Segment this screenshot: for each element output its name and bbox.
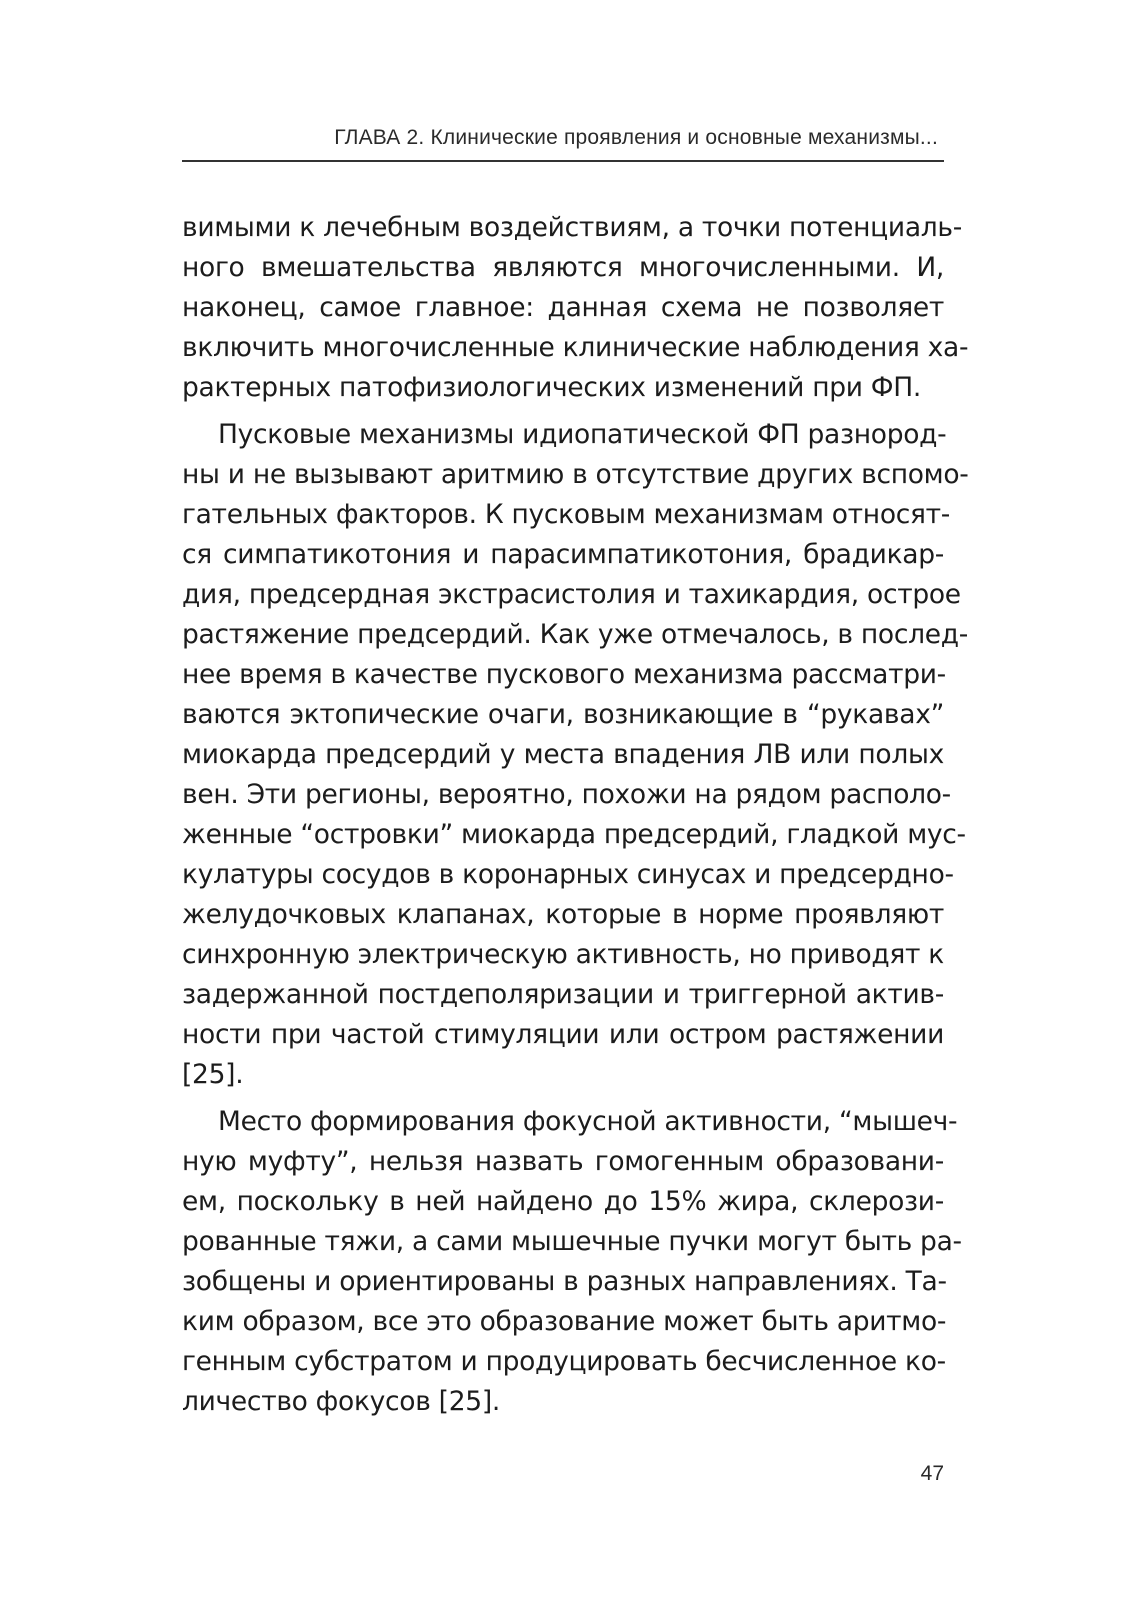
text-line: синхронную электрическую активность, но приводят к <box>182 939 944 970</box>
text-line: ваются эктопические очаги, возникающие в “рукавах” <box>182 699 944 730</box>
body-text <box>182 208 969 1422</box>
text-line: миокарда предсердий у места впадения ЛВ или полых <box>182 739 944 770</box>
running-head: ГЛАВА 2. Клинические проявления и основные механизмы... <box>334 126 938 149</box>
text-line: генным субстратом и продуцировать бесчисленное ко- <box>182 1346 946 1377</box>
text-line: нее время в качестве пускового механизма рассматри- <box>182 659 946 690</box>
text-line: ся симпатикотония и парасимпатикотония, брадикар- <box>182 539 944 570</box>
text-line: рованные тяжи, а сами мышечные пучки могут быть ра- <box>182 1226 962 1257</box>
text-line: [25]. <box>182 1059 244 1090</box>
text-line: растяжение предсердий. Как уже отмечалось, в послед- <box>182 619 969 650</box>
text-line: Место формирования фокусной активности, “мышеч- <box>218 1106 958 1137</box>
text-line: ную муфту”, нельзя назвать гомогенным образовани- <box>182 1146 944 1177</box>
paragraph-3 <box>182 1102 962 1422</box>
text-line: включить многочисленные клинические наблюдения ха- <box>182 332 969 363</box>
text-line: ности при частой стимуляции или остром растяжении <box>182 1019 944 1050</box>
text-line: женные “островки” миокарда предсердий, гладкой мус- <box>182 819 966 850</box>
text-line: Пусковые механизмы идиопатической ФП разнород- <box>218 419 947 450</box>
text-line: задержанной постдеполяризации и триггерной актив- <box>182 979 944 1010</box>
text-line: вимыми к лечебным воздействиям, а точки потенциаль- <box>182 212 962 243</box>
page-number: 47 <box>920 1462 944 1485</box>
text-line: зобщены и ориентированы в разных направлениях. Та- <box>182 1266 947 1297</box>
text-line: ного вмешательства являются многочисленными. И, <box>182 252 944 283</box>
text-line: ем, поскольку в ней найдено до 15% жира, склерози- <box>182 1186 944 1217</box>
text-line: ким образом, все это образование может быть аритмо- <box>182 1306 947 1337</box>
text-line: рактерных патофизиологических изменений при ФП. <box>182 372 922 403</box>
paragraph-1 <box>182 208 969 408</box>
paragraph-2 <box>182 415 969 1095</box>
text-line: вен. Эти регионы, вероятно, похожи на рядом располо- <box>182 779 951 810</box>
text-line: ны и не вызывают аритмию в отсутствие других вспомо- <box>182 459 969 490</box>
text-line: гательных факторов. К пусковым механизмам относят- <box>182 499 951 530</box>
text-line: желудочковых клапанах, которые в норме проявляют <box>182 899 944 930</box>
page-header <box>182 118 944 162</box>
text-line: дия, предсердная экстрасистолия и тахикардия, острое <box>182 579 961 610</box>
text-line: личество фокусов [25]. <box>182 1386 500 1417</box>
text-line: кулатуры сосудов в коронарных синусах и предсердно- <box>182 859 954 890</box>
text-line: наконец, самое главное: данная схема не позволяет <box>182 292 944 323</box>
